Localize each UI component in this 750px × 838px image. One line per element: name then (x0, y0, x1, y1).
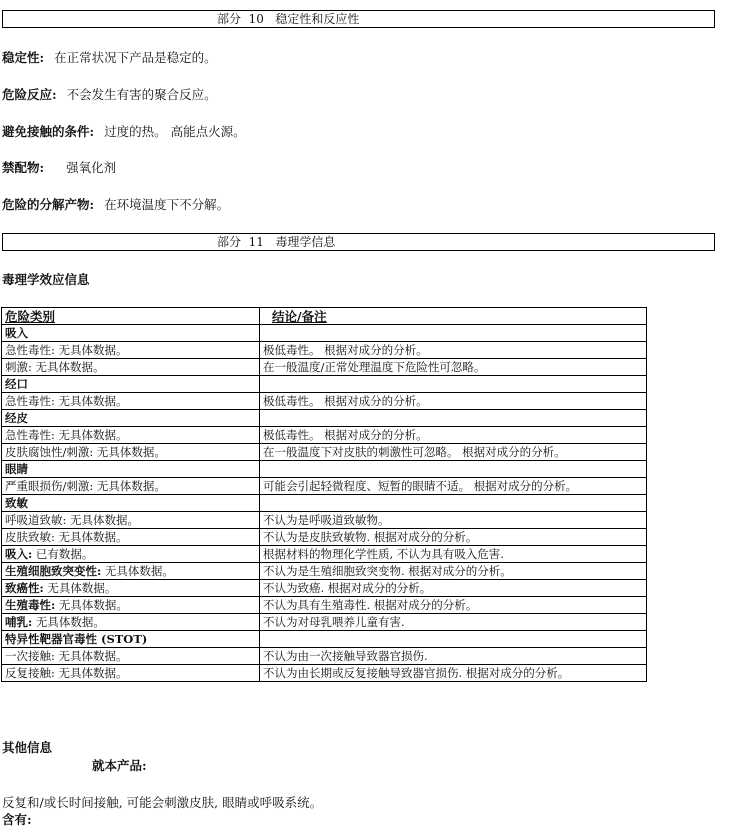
table-row: 致癌性: 无具体数据。 不认为致癌. 根据对成分的分析。 (2, 580, 647, 597)
field-decomposition-products: 危险的分解产物: 在环境温度下不分解。 (2, 197, 230, 212)
table-row: 生殖细胞致突变性: 无具体数据。 不认为是生殖细胞致突变物. 根据对成分的分析。 (2, 563, 647, 580)
table-row: 急性毒性: 无具体数据。 极低毒性。 根据对成分的分析。 (2, 342, 647, 359)
table-header-row (2, 308, 647, 325)
table-row: 经口 (2, 376, 647, 393)
table-row: 皮肤腐蚀性/刺激: 无具体数据。 在一般温度下对皮肤的刺激性可忽略。 根据对成分的分析。 (2, 444, 647, 461)
table-row: 严重眼损伤/刺激: 无具体数据。 可能会引起轻微程度、短暂的眼睛不适。 根据对成分的分析。 (2, 478, 647, 495)
section-10-header (2, 10, 715, 28)
table-row: 眼睛 (2, 461, 647, 478)
product-label: 就本产品: (92, 758, 147, 773)
contains-label: 含有: (2, 812, 32, 827)
table-row: 皮肤致敏: 无具体数据。 不认为是皮肤致敏物. 根据对成分的分析。 (2, 529, 647, 546)
table-row: 特异性靶器官毒性 (STOT) (2, 631, 647, 648)
table-row: 哺乳: 无具体数据。 不认为对母乳喂养儿童有害. (2, 614, 647, 631)
table-row: 呼吸道致敏: 无具体数据。 不认为是呼吸道致敏物。 (2, 512, 647, 529)
table-row: 急性毒性: 无具体数据。 极低毒性。 根据对成分的分析。 (2, 427, 647, 444)
table-row: 经皮 (2, 410, 647, 427)
table-row: 反复接触: 无具体数据。 不认为由长期或反复接触导致器官损伤. 根据对成分的分析。 (2, 665, 647, 682)
table-row: 生殖毒性: 无具体数据。 不认为具有生殖毒性. 根据对成分的分析。 (2, 597, 647, 614)
exposure-statement: 反复和/或长时间接触, 可能会刺激皮肤, 眼睛或呼吸系统。 (2, 795, 323, 810)
header-conclusion: 结论/备注 (260, 308, 647, 325)
toxicology-table (1, 307, 647, 682)
field-incompatible-materials: 禁配物: 强氧化剂 (2, 160, 117, 175)
section-11-title: 部分 11 毒理学信息 (217, 235, 336, 249)
table-row: 刺激: 无具体数据。 在一般温度/正常处理温度下危险性可忽略。 (2, 359, 647, 376)
toxicology-subheading: 毒理学效应信息 (2, 272, 90, 287)
field-stability: 稳定性: 在正常状况下产品是稳定的。 (2, 50, 217, 65)
table-row: 一次接触: 无具体数据。 不认为由一次接触导致器官损伤. (2, 648, 647, 665)
table-row: 吸入 (2, 325, 647, 342)
section-11-header (2, 233, 715, 251)
other-info-heading: 其他信息 (2, 740, 53, 755)
table-row: 急性毒性: 无具体数据。 极低毒性。 根据对成分的分析。 (2, 393, 647, 410)
table-row: 致敏 (2, 495, 647, 512)
field-conditions-to-avoid: 避免接触的条件: 过度的热。 高能点火源。 (2, 124, 246, 139)
field-hazardous-reactions: 危险反应: 不会发生有害的聚合反应。 (2, 87, 217, 102)
section-10-title: 部分 10 稳定性和反应性 (217, 12, 360, 26)
header-hazard-class: 危险类别 (2, 308, 260, 325)
table-row: 吸入: 已有数据。 根据材料的物理化学性质, 不认为具有吸入危害. (2, 546, 647, 563)
